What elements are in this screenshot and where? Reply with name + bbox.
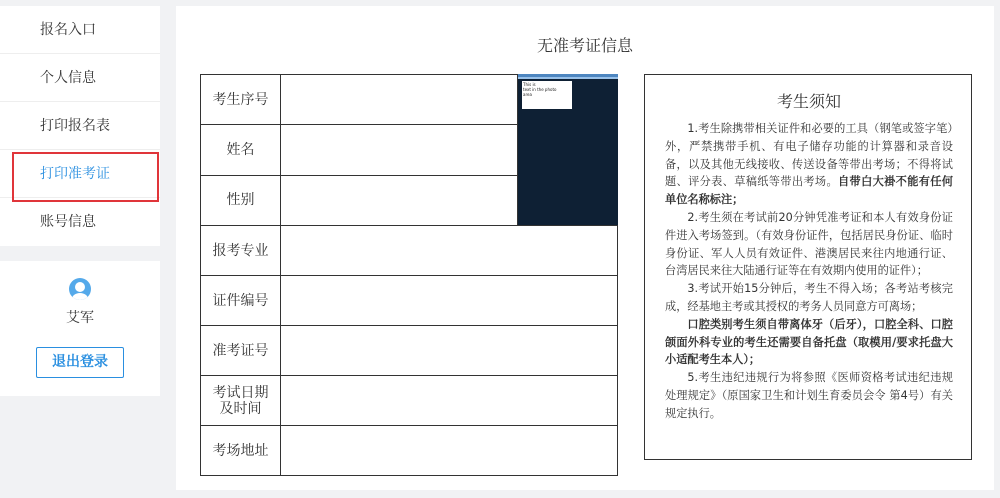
sidebar-item-registration[interactable]: 报名入口	[0, 6, 160, 54]
photo-text-line: area	[523, 92, 532, 97]
sidebar-item-print-registration-form[interactable]: 打印报名表	[0, 102, 160, 150]
field-label-exam-address: 考场地址	[201, 426, 281, 476]
notice-emphasis: 自带白大褂不能有任何单位名称标注；	[665, 175, 953, 207]
field-value-major	[281, 226, 618, 276]
table-row	[201, 326, 618, 376]
photo-content	[522, 81, 572, 109]
candidate-photo	[518, 74, 618, 225]
notice-emphasis: 口腔类别考生须自带离体牙（后牙），口腔全科、口腔颌面外科专业的考生还需要自备托盘（取模用/要求托盘大小适配考生本人）；	[665, 317, 953, 367]
field-value-seq	[281, 75, 518, 125]
notice-item-1	[665, 120, 953, 209]
field-label-line: 考试日期	[212, 384, 269, 401]
photo-cell	[518, 75, 618, 226]
field-value-id-number	[281, 276, 618, 326]
sidebar-item-print-admission-ticket[interactable]: 打印准考证	[0, 150, 160, 198]
table-row	[201, 226, 618, 276]
table-row	[201, 276, 618, 326]
table-row	[201, 75, 618, 125]
notice-item-4	[665, 316, 953, 369]
field-label-ticket-number: 准考证号	[201, 326, 281, 376]
notice-text: 1.考生除携带相关证件和必要的工具（钢笔或签字笔）外，严禁携带手机、有电子储存功能的计算器和录音设备，以及其他无线接收、传送设备等带出考场；不得将试题、评分表、草稿纸等带出考场。	[665, 122, 953, 189]
field-value-gender	[281, 175, 518, 225]
avatar-icon	[69, 278, 91, 300]
user-name: 艾军	[66, 310, 94, 326]
field-value-name	[281, 125, 518, 175]
photo-text-line: text in the photo	[523, 87, 557, 92]
sidebar-item-personal-info[interactable]: 个人信息	[0, 54, 160, 102]
table-row	[201, 376, 618, 426]
sidebar-nav	[0, 6, 160, 246]
field-label-id-number: 证件编号	[201, 276, 281, 326]
logout-button[interactable]: 退出登录	[36, 347, 124, 378]
main-panel	[176, 6, 994, 490]
notice-item-5: 5.考生违纪违规行为将参照《医师资格考试违纪违规处理规定》（原国家卫生和计划生育委员会令 第4号）有关规定执行。	[665, 371, 953, 420]
field-label-line: 及时间	[219, 400, 262, 417]
notice-title: 考生须知	[776, 92, 841, 111]
field-value-ticket-number	[281, 326, 618, 376]
field-label-exam-datetime	[201, 376, 281, 426]
field-label-major: 报考专业	[201, 226, 281, 276]
exam-notice	[644, 74, 972, 460]
field-label-name: 姓名	[201, 125, 281, 175]
photo-text-line: This is	[523, 82, 536, 87]
notice-item-2: 2.考生须在考试前20分钟凭准考证和本人有效身份证件进入考场签到。（有效身份证件，包括居民身份证、临时身份证、军人人员有效证件、港澳居民来往内地通行证、台湾居民来往大陆通行证等在有效期内使用的证件）；	[665, 210, 953, 278]
field-value-exam-datetime	[281, 376, 618, 426]
user-panel	[0, 261, 160, 396]
page-title: 无准考证信息	[536, 36, 633, 55]
table-row	[201, 426, 618, 476]
sidebar-item-account-info[interactable]: 账号信息	[40, 214, 96, 230]
field-label-gender: 性别	[201, 175, 281, 225]
field-value-exam-address	[281, 426, 618, 476]
admission-info-table	[200, 74, 618, 476]
field-label-seq: 考生序号	[201, 75, 281, 125]
notice-item-3: 3.考试开始15分钟后，考生不得入场；各考站考核完成，经基地主考或其授权的考务人员同意方可离场；	[665, 282, 953, 313]
